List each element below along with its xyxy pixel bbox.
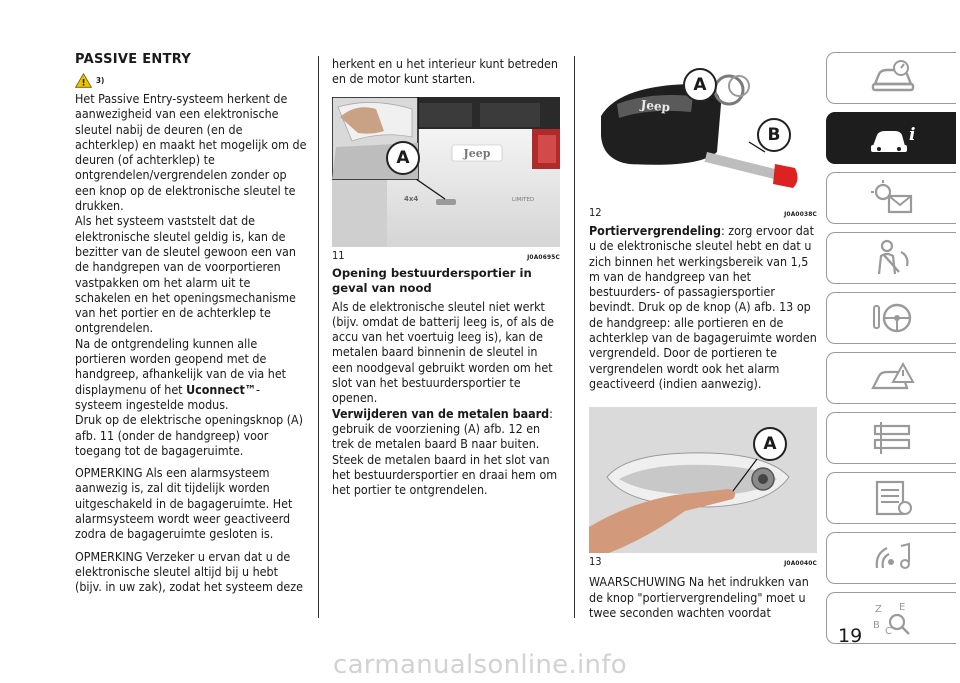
tab-technical-data[interactable] [826, 472, 956, 524]
key-brand-text: Jeep [640, 97, 671, 115]
callout-b: B [757, 118, 791, 152]
car-dashboard-icon [869, 58, 915, 98]
jeep-plate-text: Jeep [463, 146, 491, 160]
heading-emergency-opening: Opening bestuurdersportier in geval van nood [332, 265, 532, 295]
section-title: PASSIVE ENTRY [75, 52, 192, 67]
door-lock-label: Portiervergrendeling [589, 223, 721, 238]
paragraph-emergency: Als de elektronische sleutel niet werkt (bijv. omdat de batterij leeg is, of als de accu van het voertuig leeg is), kan de metalen baard binnenin de sleutel in een noodgeval gebruikt worden om het slot van het bestuurdersportier te openen. [332, 298, 555, 406]
paragraph-tailgate: Druk op de elektrische openingsknop (A) afb. 11 (onder de handgreep) voor toegang tot de bagageruimte. [75, 412, 304, 458]
tailgate-illustration [332, 97, 560, 247]
warning-ref-number: 3) [96, 75, 105, 85]
road-emergency-icon [869, 358, 915, 398]
figure-number: 11 [332, 248, 345, 262]
tab-maintenance[interactable] [826, 412, 956, 464]
svg-text:E: E [898, 602, 905, 613]
technical-data-icon [869, 478, 915, 518]
badge-4x4: 4x4 [404, 194, 419, 203]
note-key: OPMERKING Verzeker u ervan dat u de elektronische sleutel altijd bij u hebt (bijv. in uw zak), zodat het systeem deze [75, 548, 303, 595]
paragraph-intro: Het Passive Entry-systeem herkent de aanwezigheid van een elektronische sleutel nabij de deuren (en de achterklep) en maakt het mogelijk om de deuren (of achterklep) te ontgrendelen/vergrendelen zonder op een knop op de elektronische sleutel te drukken. [75, 91, 307, 214]
figure-number: 13 [589, 555, 602, 569]
warning-triangle-icon [75, 73, 92, 88]
paragraph-door-lock: Portiervergrendeling: zorg ervoor dat u de elektronische sleutel hebt en dat u zich binnen het werkingsbereik van 1,5 m van de handgreep van het bestuurders- of passagiersportier bevindt. Druk op de knop (A) afb. 13 op de handgreep: alle portieren en de achterklep van de bagageruimte worden vergrendeld. Door de portieren te vergrendelen wordt ook het alarm geactiveerd (indien aanwezig). [589, 223, 817, 391]
figure-13-handle [589, 407, 817, 553]
tab-safety[interactable] [826, 232, 956, 284]
paragraph-unlock: Na de ontgrendeling kunnen alle portieren worden geopend met de handgreep, afhankelijk van de via het displaymenu of het Uconnect™-systeem ingestelde modus. [75, 335, 287, 412]
callout-a: A [753, 427, 787, 461]
figure-13-caption [589, 555, 817, 568]
svg-text:!: ! [81, 78, 86, 88]
svg-text:Z: Z [874, 604, 882, 615]
column-divider-1 [318, 56, 319, 618]
figure-number: 12 [589, 206, 602, 219]
paragraph-validation: Als het systeem vaststelt dat de elektronische sleutel geldig is, kan de bezitter van de sleutel gewoon een van de handgrepen van de voorportieren vastpakken om het alarm uit te schakelen en het openingsmechanisme van het portier en de achterklep te ontgrendelen. [75, 213, 296, 336]
uconnect-label: Uconnect™ [186, 381, 256, 397]
tab-emergency[interactable] [826, 352, 956, 404]
callout-a: A [386, 141, 420, 175]
column-1 [75, 52, 307, 595]
tab-multimedia[interactable] [826, 532, 956, 584]
tab-warning-lights[interactable] [826, 172, 956, 224]
maintenance-tools-icon [869, 418, 915, 458]
chapter-tabs [826, 52, 956, 652]
remove-blade-label: Verwijderen van de metalen baard [332, 405, 550, 421]
column-3 [589, 56, 817, 620]
paragraph-remove-blade: Verwijderen van de metalen baard: gebruik de voorziening (A) afb. 12 en trek de metalen baard B naar buiten. Steek de metalen baard in het slot van het bestuurdersportier en draai hem om het portier te ontgrendelen. [332, 405, 558, 498]
tab-dashboard[interactable] [826, 52, 956, 104]
page-number: 19 [838, 625, 863, 647]
safety-seatbelt-icon [869, 238, 915, 278]
door-handle-illustration [589, 407, 817, 553]
badge-limited: LIMITED [512, 196, 535, 203]
index-alphabet-icon [869, 598, 915, 638]
paragraph-warning: WAARSCHUWING Na het indrukken van de knop "portiervergrendeling" moet u twee seconden wachten voordat [589, 574, 809, 620]
column-divider-2 [574, 56, 575, 618]
svg-text:B: B [872, 620, 880, 631]
figure-12-caption [589, 206, 817, 219]
warning-reference [75, 71, 307, 89]
note-alarm: OPMERKING Als een alarmsysteem aanwezig is, zal dit tijdelijk worden uitgeschakeld in de bagageruimte. Het alarmsysteem wordt weer geactiveerd zodra de bagageruimte gesloten is. [75, 465, 293, 542]
callout-a: A [683, 68, 717, 102]
figure-11-tailgate [332, 97, 560, 247]
multimedia-icon [869, 538, 915, 578]
tab-car-info[interactable] [826, 112, 956, 164]
car-info-icon [869, 118, 915, 158]
paragraph-continued: herkent en u het interieur kunt betreden en de motor kunt starten. [332, 56, 558, 87]
svg-text:C: C [884, 626, 892, 637]
figure-11-caption [332, 249, 560, 262]
watermark: carmanualsonline.info [332, 650, 627, 680]
steering-wheel-icon [869, 298, 915, 338]
tab-starting-driving[interactable] [826, 292, 956, 344]
warning-lights-icon [869, 178, 915, 218]
column-2 [332, 56, 560, 497]
svg-text:i: i [908, 125, 915, 145]
figure-12-key [589, 56, 817, 204]
figure-code: J0A0038C [784, 210, 817, 218]
figure-code: J0A0695C [527, 252, 560, 261]
figure-code: J0A0040C [784, 559, 817, 568]
